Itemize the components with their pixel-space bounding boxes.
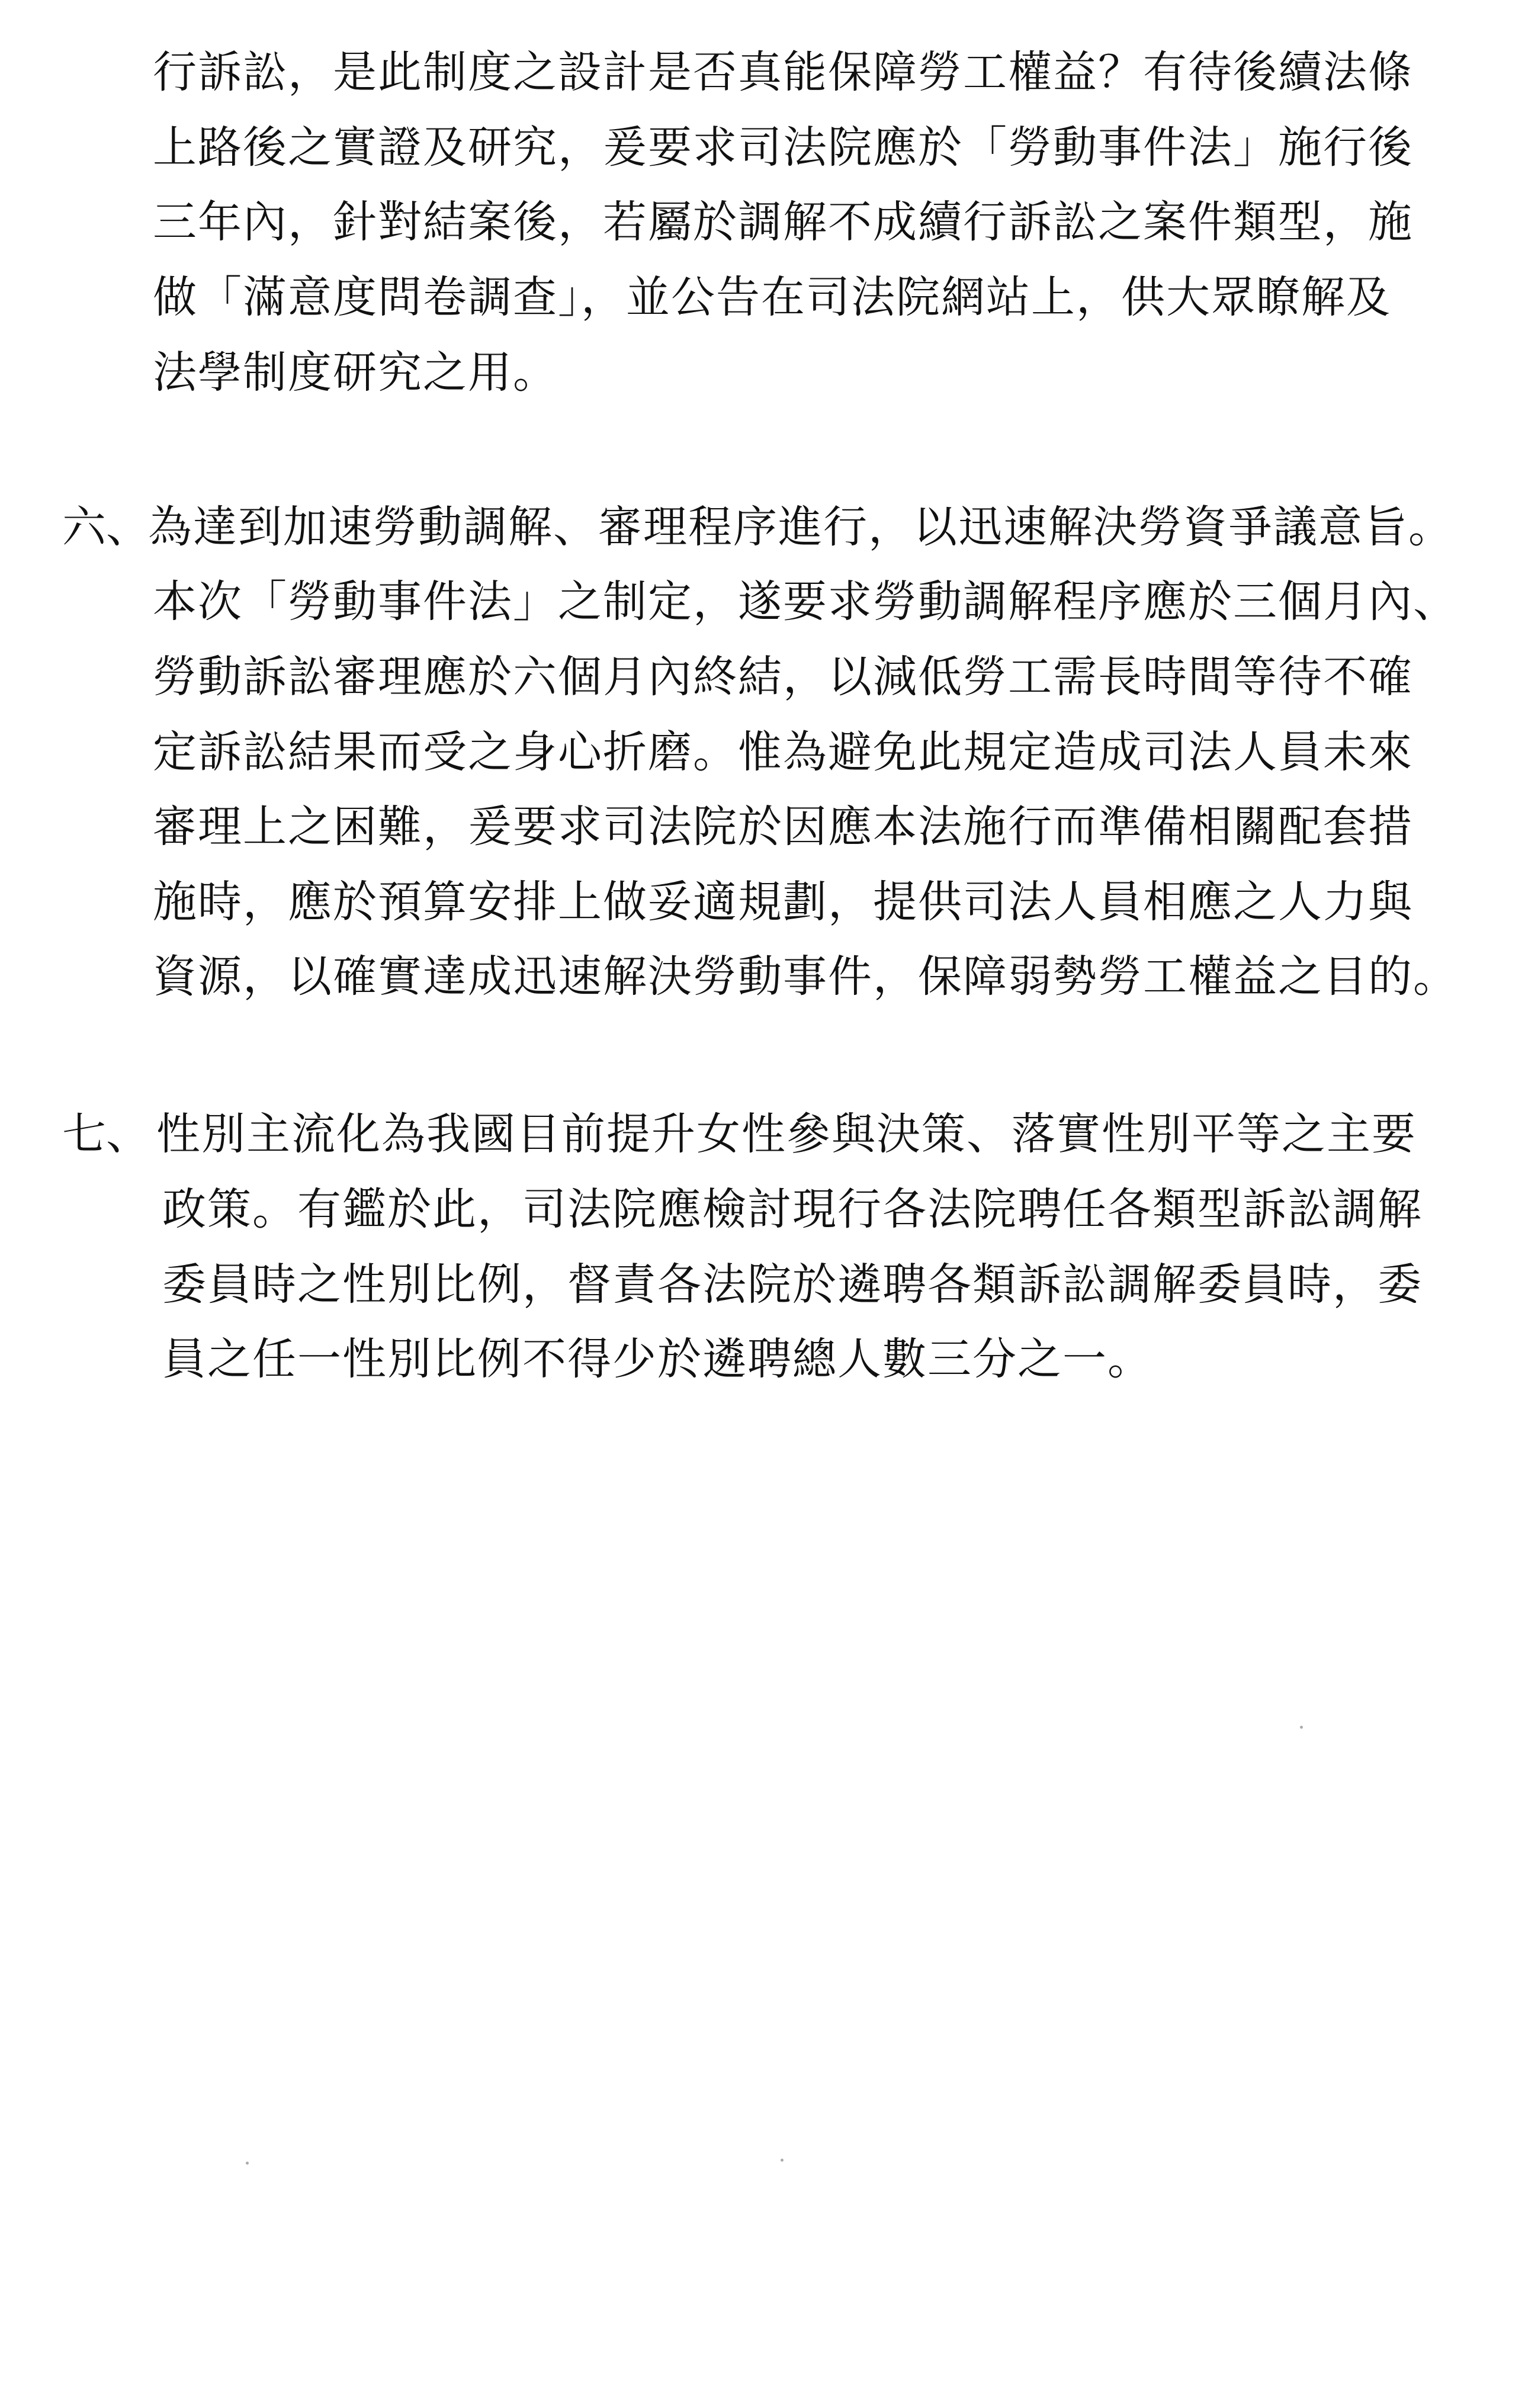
continuation-line-3: 三年內，針對結案後，若屬於調解不成續行訴訟之案件類型，施 bbox=[153, 197, 1413, 248]
scan-speck bbox=[246, 2162, 249, 2165]
section-6-line-7: 資源，以確實達成迅速解決勞動事件，保障弱勢勞工權益之目的。 bbox=[153, 951, 1458, 1002]
section-7-line-3: 委員時之性別比例，督責各法院於遴聘各類訴訟調解委員時，委 bbox=[162, 1259, 1423, 1310]
continuation-line-2: 上路後之實證及研究，爰要求司法院應於「勞動事件法」施行後 bbox=[153, 122, 1413, 173]
section-6-line-6: 施時，應於預算安排上做妥適規劃，提供司法人員相應之人力與 bbox=[153, 876, 1413, 927]
continuation-line-4: 做「滿意度問卷調查」，並公告在司法院網站上，供大眾瞭解及 bbox=[153, 272, 1391, 323]
section-7-marker: 七、 bbox=[62, 1109, 150, 1160]
scan-speck bbox=[1300, 1726, 1303, 1729]
section-6-line-4: 定訴訟結果而受之身心折磨。惟為避免此規定造成司法人員未來 bbox=[153, 727, 1413, 778]
section-7-line-1: 性別主流化為我國目前提升女性參與決策、落實性別平等之主要 bbox=[156, 1109, 1417, 1160]
continuation-line-5: 法學制度研究之用。 bbox=[153, 347, 558, 398]
section-6-marker: 六、 bbox=[62, 502, 150, 553]
scan-speck bbox=[781, 2159, 784, 2162]
section-7-line-2: 政策。有鑑於此，司法院應檢討現行各法院聘任各類型訴訟調解 bbox=[162, 1184, 1423, 1235]
section-6-line-1: 為達到加速勞動調解、審理程序進行，以迅速解決勞資爭議意旨。 bbox=[148, 502, 1453, 553]
section-7-line-4: 員之任一性別比例不得少於遴聘總人數三分之一。 bbox=[162, 1334, 1152, 1385]
continuation-line-1: 行訴訟，是此制度之設計是否真能保障勞工權益？有待後續法條 bbox=[153, 47, 1413, 98]
section-6-line-3: 勞動訴訟審理應於六個月內終結，以減低勞工需長時間等待不確 bbox=[153, 651, 1413, 702]
section-6-line-2: 本次「勞動事件法」之制定，遂要求勞動調解程序應於三個月內、 bbox=[153, 576, 1458, 627]
section-6-line-5: 審理上之困難，爰要求司法院於因應本法施行而準備相關配套措 bbox=[153, 801, 1413, 852]
